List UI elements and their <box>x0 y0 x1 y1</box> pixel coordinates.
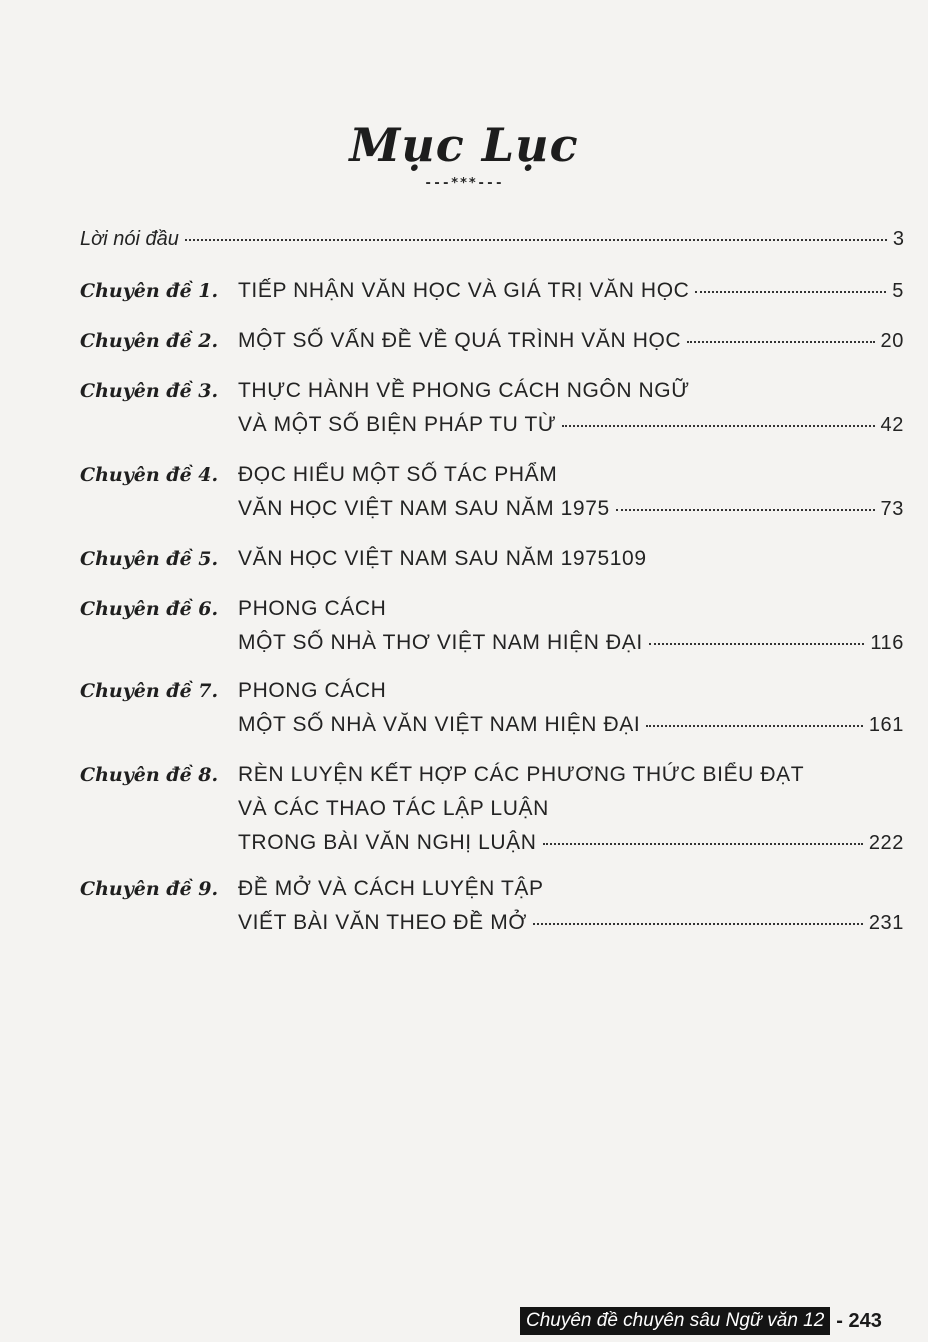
dot-leader <box>695 291 886 293</box>
chapter-title-line: TIẾP NHẬN VĂN HỌC VÀ GIÁ TRỊ VĂN HỌC <box>238 279 690 302</box>
page-title: Mục Lục <box>349 118 579 172</box>
chapter-title-line: VÀ CÁC THAO TÁC LẬP LUẬN <box>238 797 549 820</box>
chapter-title-line: MỘT SỐ NHÀ THƠ VIỆT NAM HIỆN ĐẠI <box>238 631 643 654</box>
dot-leader <box>562 425 874 427</box>
chapter-title-line: TRONG BÀI VĂN NGHỊ LUẬN <box>238 831 537 854</box>
dot-leader <box>687 341 874 343</box>
chapter-title-line: VÀ MỘT SỐ BIỆN PHÁP TU TỪ <box>238 413 557 436</box>
toc-entry-chapter-1[interactable] <box>80 274 904 308</box>
page-footer <box>520 1304 882 1338</box>
toc-page-number: 116 <box>870 632 904 654</box>
chapter-title-line: VĂN HỌC VIỆT NAM SAU NĂM 1975 <box>238 497 610 520</box>
chapter-label: Chuyên đề 7. <box>80 680 219 702</box>
chapter-label: Chuyên đề 2. <box>80 330 219 352</box>
chapter-label: Chuyên đề 1. <box>80 280 219 302</box>
chapter-title <box>238 674 904 742</box>
chapter-title-line: PHONG CÁCH <box>238 597 387 620</box>
chapter-label: Chuyên đề 5. <box>80 548 219 570</box>
chapter-title-line: THỰC HÀNH VỀ PHONG CÁCH NGÔN NGỮ <box>238 379 690 402</box>
toc-entry-intro[interactable] <box>80 228 904 251</box>
title-decoration: ---***--- <box>424 176 504 191</box>
chapter-label: Chuyên đề 8. <box>80 764 219 786</box>
toc-entry-chapter-8[interactable] <box>80 758 904 860</box>
book-title-banner: Chuyên đề chuyên sâu Ngữ văn 12 <box>520 1307 830 1335</box>
dot-leader <box>649 643 865 645</box>
dot-leader <box>646 725 863 727</box>
chapter-title <box>238 872 904 940</box>
chapter-title <box>238 374 904 442</box>
dot-leader <box>533 923 863 925</box>
chapter-title-line: MỘT SỐ VẤN ĐỀ VỀ QUÁ TRÌNH VĂN HỌC <box>238 329 682 352</box>
toc-entry-chapter-2[interactable] <box>80 324 904 358</box>
chapter-title-line: ĐỀ MỞ VÀ CÁCH LUYỆN TẬP <box>238 877 544 900</box>
toc-page-number: 5 <box>892 280 904 302</box>
chapter-label: Chuyên đề 9. <box>80 878 219 900</box>
toc-page-number: 73 <box>880 498 904 520</box>
dot-leader <box>543 843 863 845</box>
toc-page-number: 231 <box>868 912 904 934</box>
chapter-title <box>238 324 904 358</box>
chapter-title <box>238 758 904 860</box>
toc-page-number: 42 <box>880 414 904 436</box>
toc-entry-chapter-4[interactable] <box>80 458 904 526</box>
footer-page-number: - 243 <box>836 1309 882 1332</box>
chapter-label: Chuyên đề 4. <box>80 464 219 486</box>
toc-entry-chapter-5[interactable] <box>80 542 904 576</box>
toc-entry-chapter-9[interactable] <box>80 872 904 940</box>
toc-page-number: 222 <box>868 832 904 854</box>
toc-entry-chapter-6[interactable] <box>80 592 904 660</box>
toc-page-number: 161 <box>868 714 904 736</box>
chapter-title-line: RÈN LUYỆN KẾT HỢP CÁC PHƯƠNG THỨC BIỂU ĐẠT <box>238 763 805 786</box>
dot-leader <box>185 239 887 241</box>
chapter-title <box>238 542 904 576</box>
chapter-title-line: MỘT SỐ NHÀ VĂN VIỆT NAM HIỆN ĐẠI <box>238 713 641 736</box>
toc-entry-chapter-7[interactable] <box>80 674 904 742</box>
chapter-title <box>238 458 904 526</box>
chapter-title <box>238 592 904 660</box>
toc-entry-label: Lời nói đầu <box>80 228 179 250</box>
chapter-label: Chuyên đề 3. <box>80 380 219 402</box>
toc-page-number: 20 <box>880 330 904 352</box>
chapter-title-line: VĂN HỌC VIỆT NAM SAU NĂM 1975109 <box>238 547 647 570</box>
toc-page-number: 3 <box>892 228 904 250</box>
chapter-title-line: VIẾT BÀI VĂN THEO ĐỀ MỞ <box>238 911 527 934</box>
toc-entry-chapter-3[interactable] <box>80 374 904 442</box>
chapter-title-line: ĐỌC HIỂU MỘT SỐ TÁC PHẨM <box>238 463 558 486</box>
chapter-title <box>238 274 904 308</box>
chapter-title-line: PHONG CÁCH <box>238 679 387 702</box>
chapter-label: Chuyên đề 6. <box>80 598 219 620</box>
dot-leader <box>616 509 875 511</box>
